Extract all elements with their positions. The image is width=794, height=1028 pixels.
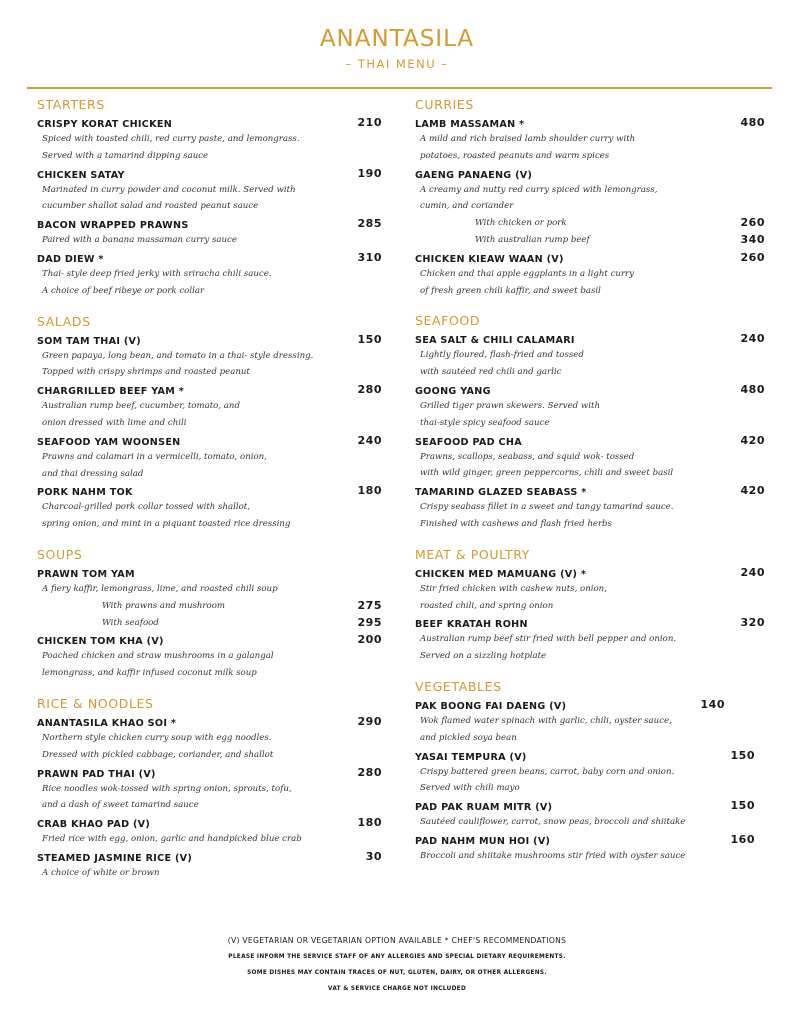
- item-name: YASAI TEMPURA (V): [415, 751, 527, 763]
- item-name: PAD PAK RUAM MITR (V): [415, 802, 553, 814]
- item-description: Paired with a banana massaman curry sauce: [42, 235, 237, 246]
- menu-item: [415, 165, 765, 249]
- item-description: Topped with crispy shrimps and roasted peanut: [42, 367, 250, 378]
- item-description: Chicken and thai apple eggplants in a light curry: [420, 268, 635, 279]
- item-description: Broccoli and shiitake mushrooms stir fried with oyster sauce: [420, 850, 686, 861]
- menu-item: [415, 381, 765, 432]
- item-name: LAMB MASSAMAN *: [415, 119, 525, 130]
- item-name: ANANTASILA KHAO SOI *: [37, 717, 177, 729]
- item-description: spring onion, and mint in a piquant toasted rice dressing: [42, 519, 291, 530]
- menu-item: [37, 764, 382, 815]
- item-name: SOM TAM THAI (V): [37, 335, 141, 347]
- menu-item: [37, 713, 382, 764]
- option-label: With prawns and mushroom: [102, 600, 226, 611]
- item-price: 260: [740, 250, 765, 264]
- item-price: 420: [740, 484, 765, 498]
- menu-item: [37, 631, 382, 682]
- item-description: and pickled soya bean: [420, 732, 517, 743]
- menu-item: [415, 564, 765, 615]
- menu-item: [37, 215, 382, 249]
- item-description: Poached chicken and straw mushrooms in a galangal: [42, 651, 274, 662]
- item-description: A choice of white or brown: [42, 867, 160, 878]
- item-price: 240: [740, 332, 765, 346]
- section-title: RICE & NOODLES: [37, 695, 154, 711]
- item-description: Lightly floured, flash-fried and tossed: [420, 350, 584, 361]
- item-description: Thai- style deep fried jerky with sriracha chili sauce.: [42, 268, 272, 279]
- menu-item: [415, 114, 765, 165]
- section-curries: [415, 96, 765, 299]
- section-title: MEAT & POULTRY: [415, 546, 530, 562]
- item-description: Rice noodles wok-tossed with spring onion, sprouts, tofu,: [42, 783, 292, 794]
- item-price: 320: [740, 616, 765, 630]
- item-price: 310: [357, 250, 382, 264]
- item-description: Prawns, scallops, seabass, and squid wok- tossed: [420, 451, 635, 462]
- section-title: STARTERS: [37, 97, 105, 112]
- item-description: Served with a tamarind dipping sauce: [42, 150, 209, 161]
- section-vegetables: [415, 678, 765, 865]
- item-description: Fried rice with egg, onion, garlic and handpicked blue crab: [42, 834, 302, 845]
- item-description: onion dressed with lime and chili: [42, 417, 187, 428]
- item-description: potatoes, roasted peanuts and warm spices: [420, 150, 610, 161]
- menu-item: [415, 797, 765, 831]
- option-label: With chicken or pork: [475, 218, 567, 229]
- item-price: 190: [357, 166, 382, 180]
- item-name: SEA SALT & CHILI CALAMARI: [415, 335, 575, 347]
- item-name: PAK BOONG FAI DAENG (V): [415, 700, 567, 712]
- footer-allergy-notice: PLEASE INFORM THE SERVICE STAFF OF ANY ALLERGIES AND SPECIAL DIETARY REQUIREMENTS.: [228, 954, 566, 960]
- item-description: and a dash of sweet tamarind sauce: [42, 800, 199, 811]
- item-description: and thai dressing salad: [42, 468, 144, 479]
- section-soups: [37, 546, 382, 682]
- item-name: CHICKEN MED MAMUANG (V) *: [415, 568, 587, 580]
- item-description: Served on a sizzling hotplate: [420, 651, 547, 662]
- section-seafood: [415, 312, 765, 532]
- item-price: 150: [730, 799, 755, 813]
- option-price: 260: [740, 216, 765, 230]
- item-price: 200: [357, 633, 382, 647]
- menu-header: [0, 26, 794, 71]
- item-name: CHICKEN TOM KHA (V): [37, 636, 164, 648]
- item-name: CRISPY KORAT CHICKEN: [37, 119, 173, 130]
- item-option: [475, 232, 765, 249]
- section-title: CURRIES: [415, 97, 474, 112]
- menu-item: [37, 249, 382, 300]
- option-price: 295: [357, 615, 382, 629]
- item-description: Sautéed cauliflower, carrot, snow peas, broccoli and shiitake: [420, 817, 686, 828]
- item-option: [475, 215, 765, 232]
- item-description: Dressed with pickled cabbage, coriander, and shallot: [42, 749, 274, 760]
- item-description: lemongrass, and kaffir infused coconut milk soup: [42, 668, 257, 679]
- item-description: Australian rump beef, cucumber, tomato, and: [42, 401, 240, 412]
- item-name: GOONG YANG: [415, 385, 491, 397]
- section-title: SALADS: [37, 313, 91, 329]
- item-description: A mild and rich braised lamb shoulder curry with: [420, 134, 636, 144]
- item-price: 150: [730, 748, 755, 762]
- header-divider: [27, 87, 772, 89]
- item-name: GAENG PANAENG (V): [415, 169, 533, 181]
- item-price: 150: [357, 332, 382, 346]
- item-price: 290: [357, 714, 382, 728]
- item-description: Grilled tiger prawn skewers. Served with: [420, 400, 600, 411]
- menu-item: [37, 814, 382, 848]
- item-price: 285: [357, 217, 382, 231]
- section-meat-poultry: [415, 546, 765, 665]
- menu-item: [415, 747, 765, 798]
- left-column: [37, 92, 382, 895]
- item-description: thai-style spicy seafood sauce: [420, 417, 550, 428]
- item-name: DAD DIEW *: [37, 253, 104, 265]
- item-description: Crispy battered green beans, carrot, baby corn and onion.: [420, 766, 675, 777]
- option-label: With australian rump beef: [475, 234, 590, 245]
- item-description: cucumber shallot salad and roasted peanut sauce: [42, 201, 259, 212]
- item-description: Northern style chicken curry soup with egg noodles.: [42, 732, 272, 743]
- item-name: PRAWN PAD THAI (V): [37, 768, 156, 780]
- item-description: Served with chili mayo: [420, 783, 520, 794]
- item-description: Stir fried chicken with cashew nuts, onion,: [420, 583, 607, 594]
- menu-item: [415, 330, 765, 381]
- item-description: Finished with cashews and flash fried herbs: [420, 518, 612, 529]
- item-name: TAMARIND GLAZED SEABASS *: [415, 487, 587, 499]
- item-name: CHICKEN SATAY: [37, 169, 125, 181]
- item-description: Green papaya, long bean, and tomato in a thai- style dressing.: [42, 350, 314, 361]
- item-price: 480: [740, 382, 765, 396]
- item-description: Australian rump beef stir fried with bell pepper and onion.: [420, 634, 677, 645]
- item-price: 30: [365, 849, 382, 863]
- item-description: with sautéed red chili and garlic: [420, 367, 562, 378]
- section-title: SEAFOOD: [415, 313, 481, 329]
- menu-item: [415, 482, 765, 533]
- item-description: roasted chili, and spring onion: [420, 600, 554, 611]
- item-name: SEAFOOD PAD CHA: [415, 436, 522, 448]
- menu-item: [415, 432, 765, 483]
- item-description: cumin, and coriander: [420, 201, 514, 212]
- menu-item: [415, 831, 765, 865]
- item-description: Wok flamed water spinach with garlic, chili, oyster sauce,: [420, 715, 672, 726]
- menu-item: [37, 381, 382, 432]
- section-title: SOUPS: [37, 546, 83, 562]
- item-name: PORK NAHM TOK: [37, 487, 133, 499]
- item-price: 420: [740, 433, 765, 447]
- item-price: 280: [357, 765, 382, 779]
- footer-vat-notice: VAT & SERVICE CHARGE NOT INCLUDED: [327, 986, 467, 992]
- item-name: BACON WRAPPED PRAWNS: [37, 220, 189, 232]
- item-description: Crispy seabass fillet in a sweet and tangy tamarind sauce.: [420, 502, 674, 513]
- item-name: BEEF KRATAH ROHN: [415, 619, 528, 631]
- option-label: With seafood: [102, 617, 159, 628]
- item-name: PAD NAHM MUN HOI (V): [415, 835, 551, 847]
- item-option: [102, 615, 382, 632]
- item-description: A creamy and nutty red curry spiced with lemongrass,: [420, 184, 658, 195]
- footer-legend: (V) VEGETARIAN OR VEGETARIAN OPTION AVAILABLE * CHEF'S RECOMMENDATIONS: [227, 936, 567, 945]
- item-price: 480: [740, 116, 765, 129]
- item-description: with wild ginger, green peppercorns, chili and sweet basil: [420, 468, 674, 479]
- item-description: A choice of beef ribeye or pork collar: [42, 285, 205, 296]
- item-price: 210: [357, 116, 382, 129]
- menu-item: [37, 564, 382, 631]
- section-starters: [37, 96, 382, 300]
- menu-subtitle: – THAI MENU –: [345, 57, 449, 71]
- menu-footer: [0, 936, 794, 1002]
- item-price: 140: [700, 697, 725, 711]
- item-name: PRAWN TOM YAM: [37, 568, 135, 580]
- item-price: 240: [740, 565, 765, 579]
- item-price: 160: [730, 832, 755, 846]
- menu-item: [37, 848, 382, 882]
- menu-item: [415, 614, 765, 665]
- item-name: CRAB KHAO PAD (V): [37, 819, 151, 831]
- item-description: Charcoal-grilled pork collar tossed with shallot,: [42, 502, 250, 513]
- footer-allergen-traces: SOME DISHES MAY CONTAIN TRACES OF NUT, GLUTEN, DAIRY, OR OTHER ALLERGENS.: [247, 970, 547, 976]
- option-price: 275: [357, 598, 382, 612]
- item-name: CHARGRILLED BEEF YAM *: [37, 386, 185, 398]
- section-rice-noodles: [37, 695, 382, 882]
- item-description: Marinated in curry powder and coconut milk. Served with: [42, 184, 296, 195]
- item-price: 240: [357, 433, 382, 447]
- item-price: 280: [357, 383, 382, 397]
- right-column: [415, 92, 765, 878]
- item-description: Prawns and calamari in a vermicelli, tomato, onion,: [42, 451, 267, 462]
- item-name: SEAFOOD YAM WOONSEN: [37, 436, 181, 448]
- option-price: 340: [740, 232, 765, 246]
- item-description: of fresh green chili kaffir, and sweet basil: [420, 285, 601, 296]
- menu-item: [37, 432, 382, 483]
- menu-item: [37, 331, 382, 382]
- section-salads: [37, 313, 382, 533]
- menu-item: [415, 249, 765, 300]
- item-price: 180: [357, 816, 382, 830]
- menu-item: [37, 482, 382, 533]
- item-name: STEAMED JASMINE RICE (V): [37, 852, 193, 864]
- item-option: [102, 598, 382, 615]
- menu-item: [37, 165, 382, 216]
- restaurant-name: ANANTASILA: [319, 26, 475, 52]
- item-description: A fiery kaffir, lemongrass, lime, and roasted chili soup: [42, 583, 278, 594]
- item-price: 180: [357, 484, 382, 498]
- item-description: Spiced with toasted chili, red curry paste, and lemongrass.: [42, 134, 300, 144]
- menu-item: [37, 114, 382, 165]
- menu-item: [415, 696, 765, 747]
- section-title: VEGETABLES: [415, 678, 502, 694]
- item-name: CHICKEN KIEAW WAAN (V): [415, 253, 564, 265]
